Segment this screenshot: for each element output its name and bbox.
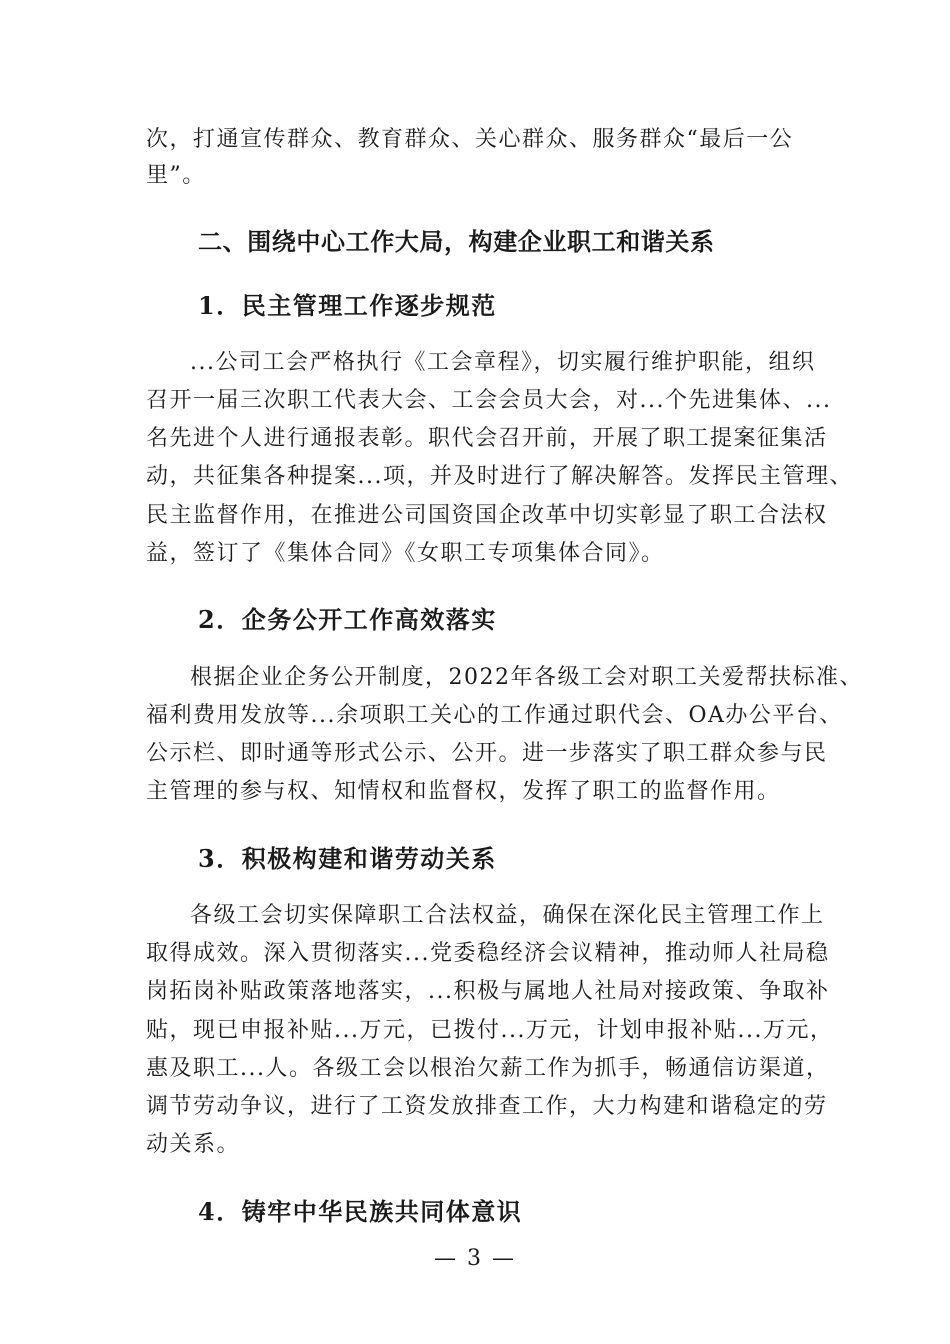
paragraph-line: ...公司工会严格执行《工会章程》，切实履行维护职能，组织 [190, 350, 816, 375]
paragraph-line: 民主监督作用，在推进公司国资国企改革中切实彰显了职工合法权 [146, 503, 828, 528]
paragraph-line: 主管理的参与权、知情权和监督权，发挥了职工的监督作用。 [146, 779, 781, 804]
paragraph-line: 名先进个人进行通报表彰。职代会召开前，开展了职工提案征集活 [146, 426, 828, 451]
subsection-heading: 3．积极构建和谐劳动关系 [198, 844, 497, 873]
section-title: 二、围绕中心工作大局，构建企业职工和谐关系 [198, 228, 715, 256]
paragraph-line: 岗拓岗补贴政策落地落实，...积极与属地人社局对接政策、争取补 [146, 979, 830, 1004]
page-number: — 3 — [434, 1246, 516, 1271]
paragraph-line: 动，共征集各种提案...项，并及时进行了解决解答。发挥民主管理、 [146, 464, 853, 489]
paragraph-line: 根据企业企务公开制度，2022年各级工会对职工关爱帮扶标准、 [190, 665, 863, 690]
paragraph-line: 益，签订了《集体合同》《女职工专项集体合同》。 [146, 541, 665, 566]
subsection-heading: 4．铸牢中华民族共同体意识 [198, 1197, 523, 1226]
paragraph-line: 取得成效。深入贯彻落实...党委稳经济会议精神，推动师人社局稳 [146, 941, 830, 966]
paragraph-line: 福利费用发放等...余项职工关心的工作通过职代会、OA办公平台、 [146, 703, 843, 728]
paragraph-line: 调节劳动争议，进行了工资发放排查工作，大力构建和谐稳定的劳 [146, 1094, 828, 1119]
subsection-heading: 2．企务公开工作高效落实 [198, 605, 497, 634]
paragraph-line: 动关系。 [146, 1132, 241, 1157]
paragraph-line: 召开一届三次职工代表大会、工会会员大会，对...个先进集体、... [146, 388, 832, 413]
subsection-heading: 1．民主管理工作逐步规范 [198, 291, 497, 320]
paragraph-line: 公示栏、即时通等形式公示、公开。进一步落实了职工群众参与民 [146, 741, 828, 766]
intro-line: 次，打通宣传群众、教育群众、关心群众、服务群众“最后一公 [146, 127, 794, 152]
paragraph-line: 各级工会切实保障职工合法权益，确保在深化民主管理工作上 [190, 903, 825, 928]
intro-line: 里”。 [146, 163, 206, 188]
paragraph-line: 惠及职工...人。各级工会以根治欠薪工作为抓手，畅通信访渠道， [146, 1056, 830, 1081]
paragraph-line: 贴，现已申报补贴...万元，已拨付...万元，计划申报补贴...万元， [146, 1018, 834, 1043]
